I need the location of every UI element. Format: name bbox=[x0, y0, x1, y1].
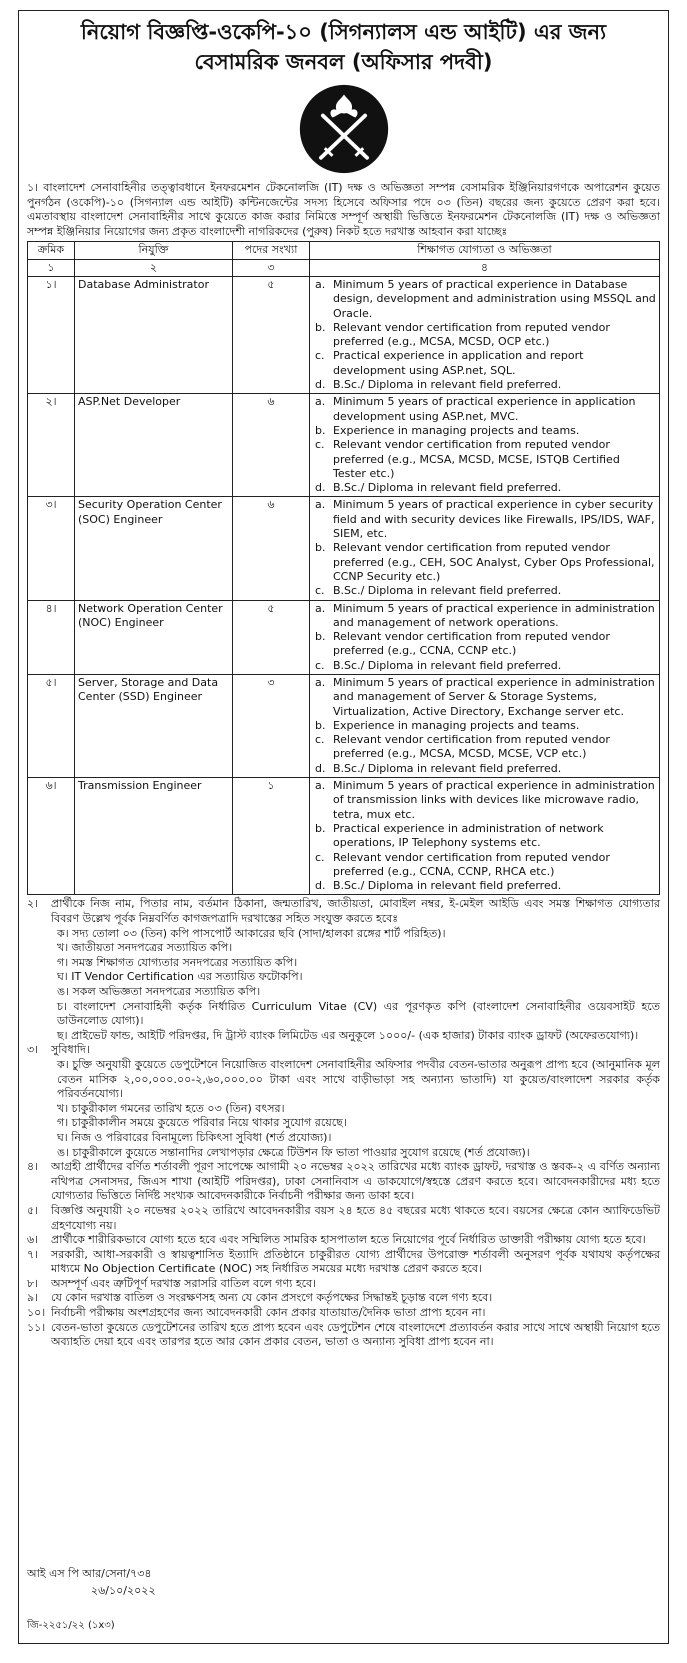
requirement-letter: c. bbox=[315, 850, 325, 864]
requirement-item bbox=[313, 762, 656, 776]
requirement-item bbox=[313, 395, 656, 424]
list-item: ছ। প্রাইভেট ফান্ড, আইটি পরিদপ্তর, দি ট্রাস্ট ব্যাংক লিমিটেড এর অনুকূলে ১০০০/- (এক হাজার) টাকার ব্যাংক ড্রাফট (অফেরতযোগ্য)। bbox=[57, 1028, 639, 1042]
list-item: ঙ। সকল অভিজ্ঞতা সনদপত্রের সত্যায়িত কপি। bbox=[57, 985, 261, 998]
requirement-letter: a. bbox=[315, 277, 326, 291]
section-text: বিজ্ঞপ্তি অনুযায়ী ২০ নভেম্বর ২০২২ তারিখে আবেদনকারীর বয়স ২৪ হতে ৪৫ বছরের মধ্যে থাকতে হবে। বয়সের ক্ষেত্রে কোন অ্যাফিডেভিট গ্রহণযোগ্য নয়। bbox=[51, 1203, 660, 1232]
bangladesh-army-emblem-icon bbox=[296, 81, 392, 177]
row-post: Transmission Engineer bbox=[75, 778, 233, 895]
requirement-item bbox=[313, 321, 656, 350]
row-post: Database Administrator bbox=[75, 276, 233, 393]
requirement-item bbox=[313, 733, 656, 762]
requirement-text: B.Sc./ Diploma in relevant field preferred. bbox=[333, 879, 562, 893]
requirement-item bbox=[313, 630, 656, 659]
row-qualification bbox=[310, 276, 660, 393]
intro-paragraph: ১। বাংলাদেশ সেনাবাহিনীর তত্ত্বাবধানে ইনফরমেশন টেকনোলজি (IT) দক্ষ ও অভিজ্ঞতা সম্পন্ন বেসামরিক ইঞ্জিনিয়ারগণকে অপারেশন কুয়েত পুনর্গঠন (ওকেপি)-১০ (সিগন্যাল এন্ড আইটি) কন্টিনজেন্টের সদস্য হিসেবে অফিসার পদে ০৩ (তিন) বছরের জন্য কুয়েতে প্রেরণ করা হবে। এমতাবস্থায় বাংলাদেশ সেনাবাহিনীর সাথে কুয়েতে কাজ করার নিমিত্তে সম্পূর্ণ অস্থায়ী ভিত্তিতে ইনফরমেশন টেকনোলজি (IT) দক্ষ ও অভিজ্ঞতা সম্পন্ন ইঞ্জিনিয়ার নিয়োগের জন্য প্রকৃত বাংলাদেশী নাগরিকদের (পুরুষ) নিকট হতে দরখাস্ত আহবান করা যাচ্ছেঃ bbox=[27, 181, 660, 238]
requirement-item bbox=[313, 498, 656, 541]
col-number: ১ bbox=[28, 259, 75, 276]
requirement-text: Practical experience in administration of network operations, IP Telephony systems etc. bbox=[333, 821, 604, 850]
list-item: খ। চাকুরীকাল গমনের তারিখ হতে ০৩ (তিন) বৎসর। bbox=[57, 1101, 285, 1115]
requirement-text: B.Sc./ Diploma in relevant field preferred. bbox=[333, 584, 562, 598]
row-post: Server, Storage and Data Center (SSD) Engineer bbox=[75, 674, 233, 777]
requirement-item bbox=[313, 851, 656, 880]
section-text: সরকারী, আধা-সরকারী ও স্বায়ত্বশাসিত ইত্যাদি প্রতিষ্ঠানে চাকুরীরত যোগ্য প্রার্থীদের উপরোক্ত শর্তাবলী অনুসরণ পূর্বক যথাযথ কর্তৃপক্ষের মাধ্যমে No Objection Certificate (NOC) সহ নির্ধারিত সময়ের মধ্যে দরখাস্ত প্রেরণ করতে হবে। bbox=[51, 1247, 660, 1276]
row-post: ASP.Net Developer bbox=[75, 394, 233, 497]
reference-number: আই এস পি আর/সেনা/৭৩৪ bbox=[27, 1567, 152, 1580]
requirement-item bbox=[313, 541, 656, 584]
requirement-item bbox=[313, 481, 656, 495]
requirement-item bbox=[313, 676, 656, 719]
requirement-item bbox=[313, 349, 656, 378]
requirement-letter: c. bbox=[315, 438, 325, 452]
requirement-text: Relevant vendor certification from reputed vendor preferred (e.g., MCSA, MCSD, MCSE, ISTQB Certified Tester etc.) bbox=[333, 438, 620, 480]
requirement-list bbox=[313, 676, 656, 776]
section-number: ৭। bbox=[27, 1247, 39, 1261]
section-number: ৬। bbox=[27, 1233, 39, 1247]
row-serial: ৩। bbox=[28, 497, 75, 600]
requirement-letter: a. bbox=[315, 675, 326, 689]
row-count: ৩ bbox=[233, 674, 310, 777]
row-qualification bbox=[310, 600, 660, 674]
section-text: প্রার্থীকে নিজ নাম, পিতার নাম, বর্তমান ঠিকানা, জন্মতারিখ, জাতীয়তা, মোবাইল নম্বর, ই-মেইল আইডি এবং সমস্ত শিক্ষাগত যোগ্যতার বিবরণ উল্লেখ পূর্বক নিম্নবর্ণিত কাগজপত্রাদি দরখাস্তের সহিত সংযুক্ত করতে হবেঃ bbox=[51, 897, 660, 926]
table-row bbox=[28, 276, 660, 393]
requirement-text: Relevant vendor certification from reputed vendor preferred (e.g., MCSA, MCSD, OCP etc.) bbox=[333, 320, 610, 349]
row-count: ১ bbox=[233, 778, 310, 895]
section-text: আগ্রহী প্রার্থীদের বর্ণিত শর্তাবলী পূরণ সাপেক্ষে আগামী ২০ নভেম্বর ২০২২ তারিখের মধ্যে ব্যাংক ড্রাফট, দরখাস্ত ও স্তবক-২ এ বর্ণিত অন্যান্য নথিপত্র সেনাসদর, জিএস শাখা (আইটি পরিদপ্তর), ঢাকা সেনানিবাস এ ডাকযোগে/স্বহস্তে প্রেরণ করতে হবে। আবেদনকারীদের মধ্য হতে যোগ্যতার ভিত্তিতে নির্দিষ্ট সংখ্যক আবেদনকারীকে নির্বাচনী পরীক্ষার জন্য ডাকা হবে। bbox=[51, 1160, 660, 1203]
title-line-2: বেসামরিক জনবল (অফিসার পদবী) bbox=[194, 50, 493, 74]
requirement-list bbox=[313, 602, 656, 673]
requirement-text: Relevant vendor certification from reputed vendor preferred (e.g., CEH, SOC Analyst, Cyber Ops Professional, CCNP Security etc.) bbox=[333, 541, 655, 583]
row-qualification bbox=[310, 394, 660, 497]
col-number: ২ bbox=[75, 259, 233, 276]
requirement-letter: c. bbox=[315, 733, 325, 747]
requirement-item bbox=[313, 779, 656, 822]
vacancy-table bbox=[27, 241, 660, 895]
requirement-letter: c. bbox=[315, 349, 325, 363]
requirement-text: Experience in managing projects and teams. bbox=[333, 423, 580, 437]
row-serial: ৪। bbox=[28, 600, 75, 674]
requirement-item bbox=[313, 879, 656, 893]
section-3 bbox=[27, 1043, 660, 1058]
footer-reference bbox=[27, 1565, 156, 1599]
section-10 bbox=[27, 1306, 660, 1321]
list-item: ঘ। IT Vendor Certification এর সত্যায়িত ফটোকপি। bbox=[57, 970, 303, 984]
header-count: পদের সংখ্যা bbox=[233, 242, 310, 259]
section-4 bbox=[27, 1160, 660, 1204]
requirement-text: Minimum 5 years of practical experience in administration and management of Server & Storage Systems, Virtualization, Active Directory, Exchange server etc. bbox=[333, 675, 655, 718]
section-6 bbox=[27, 1233, 660, 1248]
row-count: ৫ bbox=[233, 276, 310, 393]
requirement-item bbox=[313, 438, 656, 481]
document-list bbox=[27, 927, 660, 1044]
requirement-letter: a. bbox=[315, 779, 326, 793]
row-qualification bbox=[310, 497, 660, 600]
advertisement-page bbox=[18, 10, 669, 1644]
requirement-letter: d. bbox=[315, 481, 326, 495]
requirement-list bbox=[313, 498, 656, 598]
header-qualification: শিক্ষাগত যোগ্যতা ও অভিজ্ঞতা bbox=[310, 242, 660, 259]
requirement-text: Experience in managing projects and teams. bbox=[333, 718, 580, 732]
section-11 bbox=[27, 1321, 660, 1350]
section-number: ৮। bbox=[27, 1276, 39, 1290]
table-row bbox=[28, 497, 660, 600]
col-number: ৪ bbox=[310, 259, 660, 276]
requirement-letter: d. bbox=[315, 879, 326, 893]
section-text: নির্বাচনী পরীক্ষায় অংশগ্রহণের জন্য আবেদনকারী কোন প্রকার যাতায়াত/দৈনিক ভাতা প্রাপ্য হবেন না। bbox=[51, 1306, 486, 1320]
requirement-letter: a. bbox=[315, 601, 326, 615]
requirement-text: Practical experience in application and report development using ASP.net, SQL. bbox=[333, 349, 584, 377]
row-serial: ২। bbox=[28, 394, 75, 497]
requirement-list bbox=[313, 779, 656, 893]
requirement-text: B.Sc./ Diploma in relevant field preferred. bbox=[333, 658, 562, 672]
requirement-letter: a. bbox=[315, 395, 326, 409]
row-post: Security Operation Center (SOC) Engineer bbox=[75, 497, 233, 600]
section-text: প্রার্থীকে শারীরিকভাবে যোগ্য হতে হবে এবং সম্মিলিত সামরিক হাসপাতাল হতে নিয়োগের পূর্বে নির্ধারিত ডাক্তারী পরীক্ষায় যোগ্য হতে হবে। bbox=[51, 1233, 646, 1247]
section-2 bbox=[27, 897, 660, 926]
list-item: খ। জাতীয়তা সনদপত্রের সত্যায়িত কপি। bbox=[57, 941, 233, 955]
row-serial: ৫। bbox=[28, 674, 75, 777]
list-item: চ। বাংলাদেশ সেনাবাহিনী কর্তৃক নির্ধারিত Curriculum Vitae (CV) এর পূরণকৃত কপি (বাংলাদেশ সেনাবাহিনীর ওয়েবসাইট হতে ডাউনলোড যোগ্য)। bbox=[57, 999, 660, 1028]
requirement-text: B.Sc./ Diploma in relevant field preferred. bbox=[333, 378, 562, 392]
table-row bbox=[28, 674, 660, 777]
header-serial: ক্রমিক bbox=[28, 242, 75, 259]
benefits-list bbox=[27, 1058, 660, 1160]
col-number: ৩ bbox=[233, 259, 310, 276]
requirement-text: B.Sc./ Diploma in relevant field preferred. bbox=[333, 481, 562, 495]
header-post: নিযুক্তি bbox=[75, 242, 233, 259]
requirement-text: Minimum 5 years of practical experience in application development using ASP.net, MVC. bbox=[333, 395, 636, 423]
title-line-1: নিয়োগ বিজ্ঞপ্তি-ওকেপি-১০ (সিগন্যালস এন্ড আইটি) এর জন্য bbox=[80, 20, 607, 44]
requirement-text: B.Sc./ Diploma in relevant field preferred. bbox=[333, 761, 562, 775]
requirement-letter: b. bbox=[315, 630, 326, 644]
list-item: ক। চুক্তি অনুযায়ী কুয়েতে ডেপুটেশনে নিয়োজিত বাংলাদেশ সেনাবাহিনীর অফিসার পদবীর বেতন-ভাতার অনুরূপ প্রাপ্য হবে (আনুমানিক মূল বেতন মাসিক ২,০০,০০০.০০-২,৬০,০০০.০০ টাকা এবং সাথে বাড়ীভাড়া সহ অন্যান্য ভাতাদি) যা কুয়েত/বাংলাদেশ সরকার কর্তৃক পরিবর্তনযোগ্য। bbox=[57, 1057, 660, 1101]
requirement-letter: b. bbox=[315, 718, 326, 732]
requirement-letter: d. bbox=[315, 378, 326, 392]
table-header-row bbox=[28, 242, 660, 259]
section-text: অসম্পূর্ণ এবং ত্রুটিপূর্ণ দরখাস্ত সরাসরি বাতিল বলে গণ্য হবে। bbox=[51, 1276, 317, 1290]
row-qualification bbox=[310, 778, 660, 895]
requirement-letter: c. bbox=[315, 584, 325, 598]
section-text: বেতন-ভাতা কুয়েতে ডেপুটেশনের তারিখ হতে প্রাপ্য হবেন এবং ডেপুটেশন শেষে বাংলাদেশে প্রত্যাবর্তন করার সাথে সাথে অস্থায়ী নিয়োগ হতে অব্যাহতি দেয়া হবে এবং তারপর হতে আর কোন প্রকার বেতন, ভাতা ও অন্যান্য সুবিধা প্রাপ্য হবেন না। bbox=[51, 1320, 660, 1349]
ad-code: জি-২২৫১/২২ (১x৩) bbox=[27, 1620, 115, 1631]
section-number: ১০। bbox=[27, 1306, 46, 1320]
table-row bbox=[28, 778, 660, 895]
requirement-text: Minimum 5 years of practical experience in Database design, development and administration using MSSQL and Oracle. bbox=[333, 277, 656, 320]
requirement-item bbox=[313, 602, 656, 631]
section-text: সুবিধাদি। bbox=[51, 1043, 90, 1057]
requirement-letter: a. bbox=[315, 498, 326, 512]
row-count: ৫ bbox=[233, 600, 310, 674]
requirement-list bbox=[313, 395, 656, 495]
requirement-text: Minimum 5 years of practical experience in administration and management of network operations. bbox=[333, 601, 655, 629]
section-number: ২। bbox=[27, 897, 39, 911]
requirement-letter: b. bbox=[315, 821, 326, 835]
section-number: ৯। bbox=[27, 1291, 39, 1305]
publish-date: ২৬/১০/২০২২ bbox=[91, 1584, 156, 1597]
requirement-item bbox=[313, 659, 656, 673]
table-row bbox=[28, 394, 660, 497]
row-qualification bbox=[310, 674, 660, 777]
list-item: গ। চাকুরীকালীন সময়ে কুয়েতে পরিবার নিয়ে থাকার সুযোগ রয়েছে। bbox=[57, 1116, 347, 1130]
requirement-list bbox=[313, 278, 656, 392]
list-item: গ। সমস্ত শিক্ষাগত যোগ্যতার সনদপত্রের সত্যায়িত কপি। bbox=[57, 955, 298, 969]
section-5 bbox=[27, 1204, 660, 1233]
row-serial: ১। bbox=[28, 276, 75, 393]
requirement-text: Relevant vendor certification from reputed vendor preferred (e.g., CCNA, CCNP etc.) bbox=[333, 630, 610, 658]
requirement-letter: b. bbox=[315, 423, 326, 437]
row-post: Network Operation Center (NOC) Engineer bbox=[75, 600, 233, 674]
requirement-letter: c. bbox=[315, 658, 325, 672]
section-8 bbox=[27, 1277, 660, 1292]
section-number: ১১। bbox=[27, 1320, 46, 1334]
row-count: ৬ bbox=[233, 394, 310, 497]
list-item: ক। সদ্য তোলা ০৩ (তিন) কপি পাসপোর্ট আকারের ছবি (সাদা/হালকা রঙ্গের শার্ট পরিহিত)। bbox=[57, 926, 446, 940]
list-item: ঙ। চাকুরীকালে কুয়েতে সন্তানাদির লেখাপড়ার ক্ষেত্রে টিউশন ফি ভাতা পাওয়ার সুযোগ রয়েছে (শর্ত প্রযোজ্য)। bbox=[57, 1145, 530, 1159]
requirement-item bbox=[313, 719, 656, 733]
section-number: ৪। bbox=[27, 1160, 39, 1174]
requirement-text: Relevant vendor certification from reputed vendor preferred (e.g., MCSA, MCSD, MCSE, VCP etc.) bbox=[333, 733, 610, 761]
row-count: ৬ bbox=[233, 497, 310, 600]
requirement-item bbox=[313, 584, 656, 598]
table-row bbox=[28, 600, 660, 674]
column-number-row bbox=[28, 259, 660, 276]
section-9 bbox=[27, 1291, 660, 1306]
requirement-letter: d. bbox=[315, 761, 326, 775]
requirement-letter: b. bbox=[315, 541, 326, 555]
row-serial: ৬। bbox=[28, 778, 75, 895]
requirement-text: Relevant vendor certification from reputed vendor preferred (e.g., CCNA, CCNP, RHCA etc.) bbox=[333, 850, 610, 878]
requirement-text: Minimum 5 years of practical experience in administration of transmission links with devices like microwave radio, tetra, mux etc. bbox=[333, 779, 655, 821]
section-7 bbox=[27, 1248, 660, 1277]
requirement-item bbox=[313, 424, 656, 438]
requirement-item bbox=[313, 822, 656, 851]
section-number: ৩। bbox=[27, 1043, 39, 1057]
list-item: ঘ। নিজ ও পরিবারের বিনামূল্যে চিকিৎসা সুবিধা (শর্ত প্রযোজ্য)। bbox=[57, 1130, 332, 1144]
requirement-item bbox=[313, 278, 656, 321]
section-text: যে কোন দরখাস্ত বাতিল ও সংরক্ষণসহ অন্য যে কোন প্রসংগে কর্তৃপক্ষের সিদ্ধান্তই চূড়ান্ত বলে গণ্য হবে। bbox=[51, 1291, 493, 1305]
requirement-text: Minimum 5 years of practical experience in cyber security field and with security devices like Firewalls, IPS/IDS, WAF, SIEM, etc. bbox=[333, 498, 655, 541]
requirement-item bbox=[313, 378, 656, 392]
section-number: ৫। bbox=[27, 1203, 39, 1217]
requirement-letter: b. bbox=[315, 320, 326, 334]
